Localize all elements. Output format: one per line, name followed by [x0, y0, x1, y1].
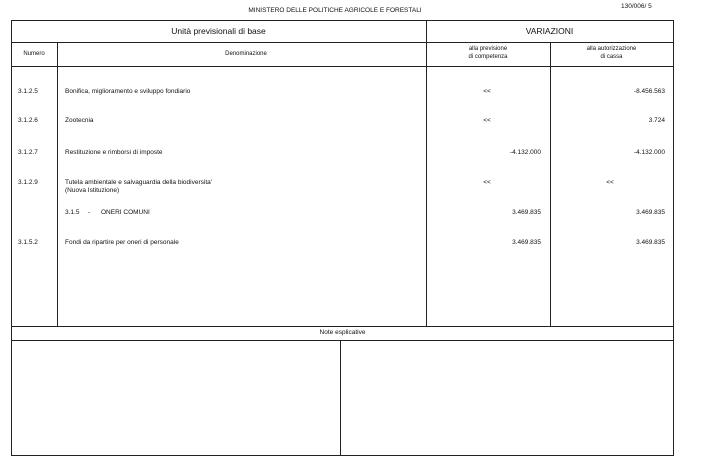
page-reference: 130/006/ 5: [621, 3, 652, 10]
column-heading-denominazione: Denominazione: [225, 51, 267, 57]
row-cassa: <<: [606, 179, 614, 186]
row-number: 3.1.2.7: [18, 149, 38, 156]
row-name: Zootecnia: [65, 117, 94, 124]
column-heading-numero: Numero: [23, 51, 45, 57]
group-heading-left: Unità previsionali di base: [171, 26, 266, 36]
table-row: [0, 149, 706, 158]
notes-box-left: [12, 341, 339, 455]
row-competenza: 3.469.835: [512, 209, 541, 216]
row-number: 3.1.2.5: [18, 88, 38, 95]
ministry-title: MINISTERO DELLE POLITICHE AGRICOLE E FORESTALI: [248, 7, 422, 14]
divider-body-end: [11, 326, 674, 327]
row-number: 3.1.2.9: [18, 179, 38, 186]
row-cassa: -4.132.000: [633, 149, 665, 156]
row-number: 3.1.2.6: [18, 117, 38, 124]
row-name: ONERI COMUNI: [101, 209, 150, 216]
row-separator: -: [88, 209, 91, 216]
divider-header: [11, 42, 674, 43]
row-name: Tutela ambientale e salvaguardia della biodiversita': [65, 179, 212, 186]
divider-column-headings: [11, 66, 674, 67]
column-heading-cassa: [550, 45, 673, 61]
column-heading-competenza-line2: di competenza: [468, 54, 508, 60]
row-competenza: 3.469.835: [512, 239, 541, 246]
row-name: Fondi da ripartire per oneri di personale: [65, 239, 179, 246]
notes-title: Note esplicative: [319, 329, 366, 336]
row-cassa: -8.456.563: [633, 88, 665, 95]
column-heading-competenza-line1: alla previsione: [468, 46, 508, 52]
table-row: [0, 117, 706, 126]
divider-variazioni: [426, 20, 427, 326]
table-row-subheading: [0, 209, 706, 218]
row-competenza: <<: [483, 88, 491, 95]
column-heading-competenza: [426, 45, 550, 61]
row-cassa: 3.724: [648, 117, 665, 124]
row-name: Bonifica, miglioramento e sviluppo fondiario: [65, 88, 191, 95]
row-competenza: <<: [483, 117, 491, 124]
row-number: 3.1.5.2: [18, 239, 38, 246]
group-heading-variazioni: VARIAZIONI: [525, 26, 574, 36]
row-name: Restituzione e rimborsi di imposte: [65, 149, 163, 156]
notes-box-right: [341, 341, 672, 455]
column-heading-cassa-line2: di cassa: [600, 54, 623, 60]
row-code: 3.1.5: [65, 209, 80, 216]
row-competenza: -4.132.000: [509, 149, 541, 156]
column-heading-cassa-line1: alla autorizzazione: [586, 46, 637, 52]
table-row: [0, 179, 706, 196]
row-name-note: (Nuova Istituzione): [65, 187, 120, 194]
table-row: [0, 239, 706, 248]
row-cassa: 3.469.835: [636, 209, 665, 216]
row-cassa: 3.469.835: [636, 239, 665, 246]
row-competenza: <<: [483, 179, 491, 186]
table-row: [0, 88, 706, 97]
